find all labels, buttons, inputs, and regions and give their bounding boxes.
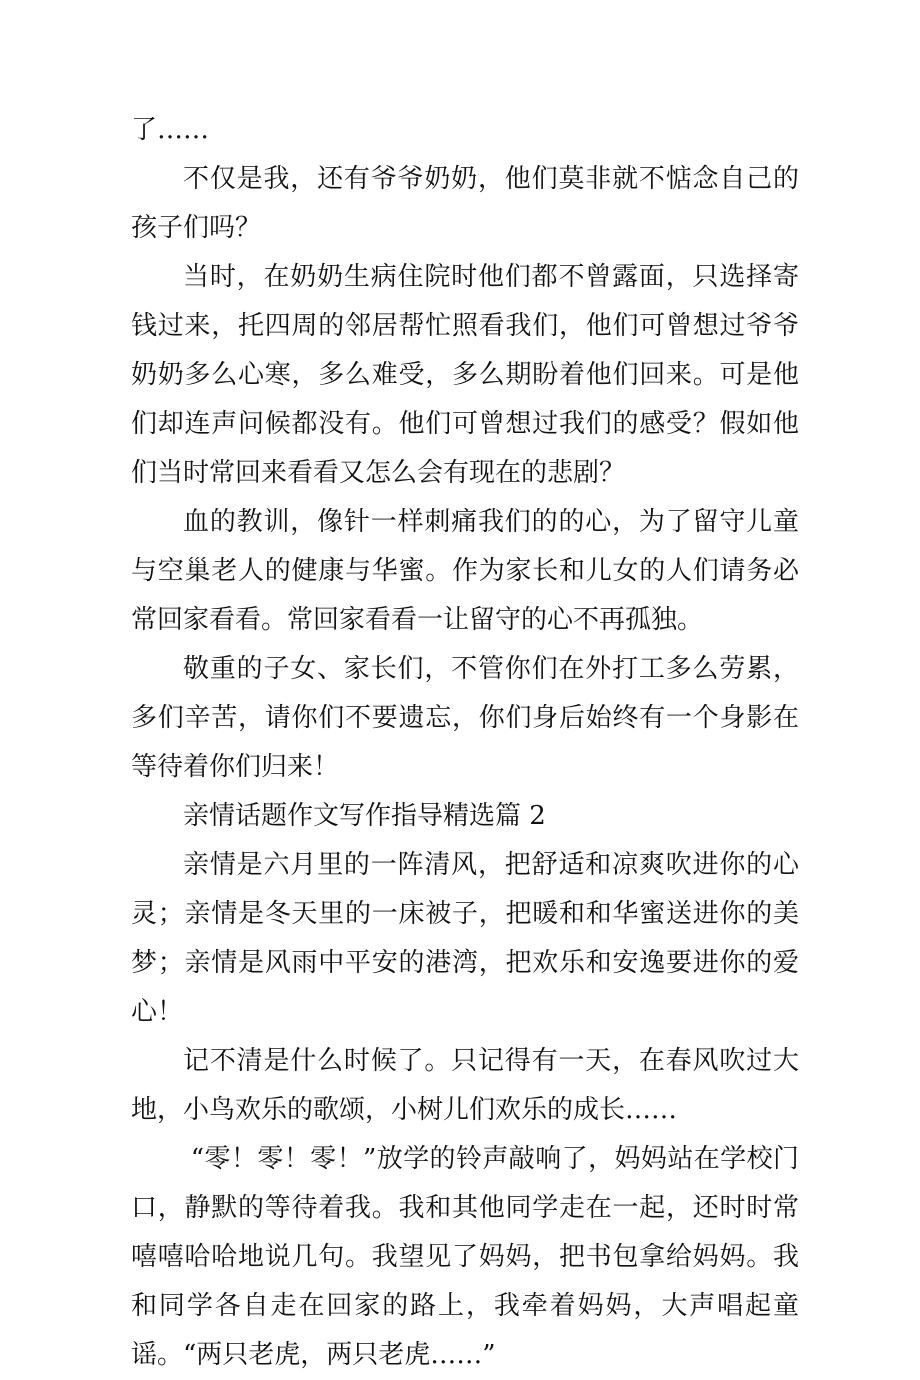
paragraph: 血的教训，像针一样刺痛我们的的心，为了留守儿童与空巢老人的健康与华蜜。作为家长和儿女的人们请务必常回家看看。常回家看看一让留守的心不再孤独。 xyxy=(131,507,799,635)
section-heading: 亲情话题作文写作指导精选篇 2 xyxy=(183,801,546,831)
paragraph: “零！零！零！”放学的铃声敲响了，妈妈站在学校门口，静默的等待着我。我和其他同学走在一起，还时时常嘻嘻哈哈地说几句。我望见了妈妈，把书包拿给妈妈。我和同学各自走在回家的路上，我牵着妈妈，大声唱起童谣。“两只老虎，两只老虎……” xyxy=(131,1144,799,1370)
paragraph: 不仅是我，还有爷爷奶奶，他们莫非就不惦念自己的孩子们吗？ xyxy=(131,164,799,243)
paragraph: 记不清是什么时候了。只记得有一天，在春风吹过大地，小鸟欢乐的歌颂，小树儿们欢乐的成长…… xyxy=(131,1046,799,1125)
paragraph: 敬重的子女、家长们，不管你们在外打工多么劳累，多们辛苦，请你们不要遗忘，你们身后始终有一个身影在等待着你们归来！ xyxy=(131,654,799,782)
paragraph-continuation: 了…… xyxy=(131,115,210,145)
paragraph: 当时，在奶奶生病住院时他们都不曾露面，只选择寄钱过来，托四周的邻居帮忙照看我们，他们可曾想过爷爷奶奶多么心寒，多么难受，多么期盼着他们回来。可是他们却连声问候都没有。他们可曾想过我们的感受？假如他们当时常回来看看又怎么会有现在的悲剧？ xyxy=(131,262,799,488)
paragraph: 亲情是六月里的一阵清风，把舒适和凉爽吹进你的心灵；亲情是冬天里的一床被子，把暖和和华蜜送进你的美梦；亲情是风雨中平安的港湾，把欢乐和安逸要进你的爱心！ xyxy=(131,850,799,1027)
body-text xyxy=(131,106,799,1380)
